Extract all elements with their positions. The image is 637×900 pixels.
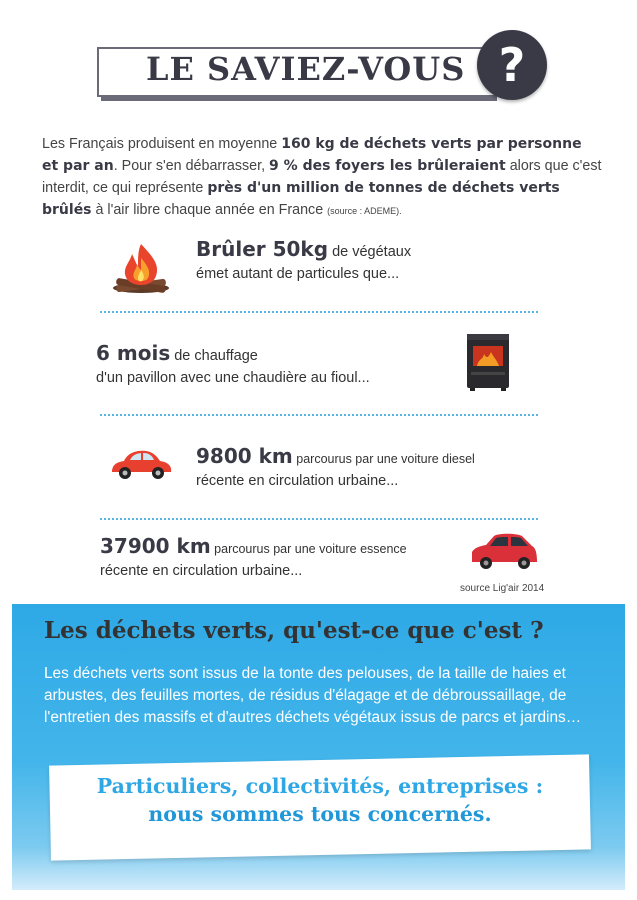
separator <box>100 414 538 416</box>
fact-petrol-line1: parcourus par une voiture essence <box>210 542 407 556</box>
callout-text <box>50 772 590 828</box>
fact-diesel <box>196 445 475 492</box>
callout-line-2: nous sommes tous concernés. <box>148 802 492 826</box>
separator <box>100 311 538 313</box>
fact-diesel-amount: 9800 km <box>196 444 293 468</box>
callout-line-1: Particuliers, collectivités, entreprises : <box>96 774 544 798</box>
fact-burn-line1: de végétaux <box>328 244 412 260</box>
fact-petrol-amount: 37900 km <box>100 534 211 558</box>
fact-heating-line1: de chauffage <box>170 348 258 364</box>
car-icon <box>468 530 540 572</box>
section-text: Les déchets verts sont issus de la tonte des pelouses, de la taille de haies et arbustes, des feuilles mortes, de résidus d'élagage et de débroussaillage, de l'entretien des massifs et d'autres déchets végétaux issus de parcs et jardins… <box>44 665 582 726</box>
intro-text-1: Les Français produisent en moyenne <box>42 136 282 152</box>
section-title: Les déchets verts, qu'est-ce que c'est ? <box>44 617 544 644</box>
fact-burn <box>196 238 411 285</box>
car-icon <box>108 446 174 480</box>
intro-bold-3: près d'un million de tonnes de déchets verts brûlés <box>42 180 560 218</box>
fact-burn-line2: émet autant de particules que... <box>196 266 400 282</box>
fact-burn-amount: Brûler 50kg <box>196 237 329 261</box>
intro-paragraph <box>42 133 602 222</box>
fact-diesel-line2: récente en circulation urbaine... <box>196 473 399 489</box>
stove-icon <box>465 332 511 392</box>
intro-bold-2: 9 % des foyers les brûleraient <box>269 158 506 174</box>
separator <box>100 518 538 520</box>
page-title: LE SAVIEZ-VOUS <box>146 50 466 88</box>
fact-petrol-line2: récente en circulation urbaine... <box>100 563 303 579</box>
question-mark-icon: ? <box>477 30 547 100</box>
fact-diesel-line1: parcourus par une voiture diesel <box>292 452 475 466</box>
fire-icon <box>108 240 174 296</box>
intro-text-2: . Pour s'en débarrasser, <box>113 158 270 174</box>
fact-petrol <box>100 535 407 582</box>
intro-bold-1: 160 kg de déchets verts par personne et par an <box>42 136 582 174</box>
fact-heating <box>96 342 370 389</box>
intro-source: (source : ADEME). <box>327 206 402 216</box>
fact-heating-line2: d'un pavillon avec une chaudière au fioul... <box>96 370 370 386</box>
fact-heating-amount: 6 mois <box>96 341 171 365</box>
source-ligair: source Lig'air 2014 <box>460 583 545 594</box>
title-frame-shadow <box>101 93 497 101</box>
intro-text-4: à l'air libre chaque année en France <box>91 202 328 218</box>
intro-text-3: alors que c'est interdit, ce qui représente <box>42 158 602 196</box>
